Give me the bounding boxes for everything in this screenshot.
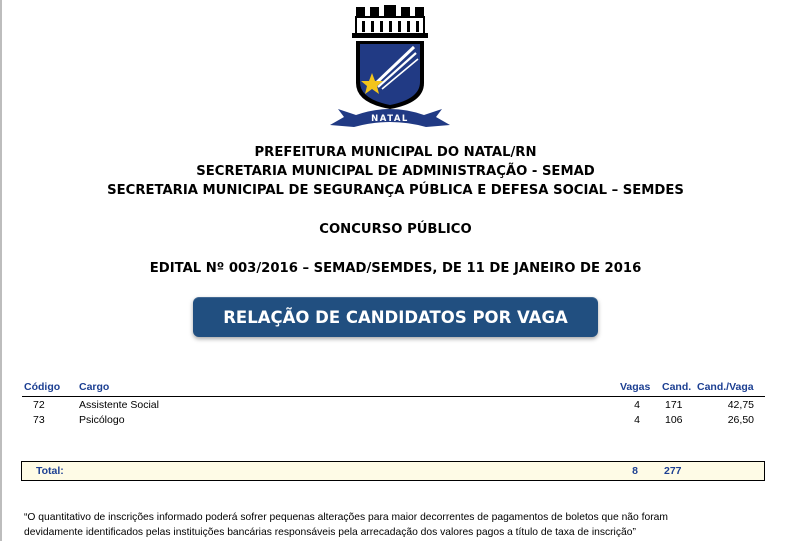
cell-cargo: Assistente Social (79, 399, 159, 411)
cell-cand-vaga: 42,75 (727, 399, 754, 411)
banner-title: RELAÇÃO DE CANDIDATOS POR VAGA (223, 307, 568, 327)
cell-codigo: 72 (33, 399, 45, 411)
cell-cand: 171 (665, 399, 683, 411)
header-line-semad: SECRETARIA MUNICIPAL DE ADMINISTRAÇÃO - SEMAD (196, 164, 595, 179)
footnote-line-1: “O quantitativo de inscrições informado poderá sofrer pequenas alterações para maior decorrentes de pagamentos de boletos que não foram (24, 512, 668, 523)
cell-vagas: 4 (634, 414, 640, 426)
header-line-semdes: SECRETARIA MUNICIPAL DE SEGURANÇA PÚBLICA E DEFESA SOCIAL – SEMDES (107, 183, 684, 198)
ribbon-text: NATAL (371, 114, 409, 124)
col-header-cargo: Cargo (79, 381, 110, 393)
cell-cand: 106 (665, 414, 683, 426)
total-row (21, 461, 765, 481)
natal-crest-logo (326, 3, 454, 135)
col-header-codigo: Código (24, 381, 61, 393)
col-header-cand-vaga: Cand./Vaga (697, 381, 754, 393)
header-line-edital: EDITAL Nº 003/2016 – SEMAD/SEMDES, DE 11 DE JANEIRO DE 2016 (149, 261, 642, 276)
ribbon-banner (330, 109, 450, 127)
title-banner (193, 297, 598, 337)
cell-cand-vaga: 26,50 (727, 414, 754, 426)
total-cand: 277 (664, 465, 682, 477)
cell-cargo: Psicólogo (79, 414, 125, 426)
cell-vagas: 4 (634, 399, 640, 411)
footnote-line-2: devidamente identificados pelas instituições bancárias responsáveis pela arrecadação dos valores pagos a título de taxa de inscrição” (24, 527, 636, 538)
total-vagas: 8 (632, 465, 638, 477)
crown-icon (352, 5, 428, 38)
header-line-concurso: CONCURSO PÚBLICO (319, 222, 472, 237)
col-header-vagas: Vagas (620, 381, 651, 393)
total-label: Total: (36, 465, 64, 477)
col-header-cand: Cand. (662, 381, 692, 393)
cell-codigo: 73 (33, 414, 45, 426)
header-line-prefeitura: PREFEITURA MUNICIPAL DO NATAL/RN (254, 145, 537, 160)
shield-icon (356, 41, 424, 109)
table-header-rule (22, 396, 765, 397)
